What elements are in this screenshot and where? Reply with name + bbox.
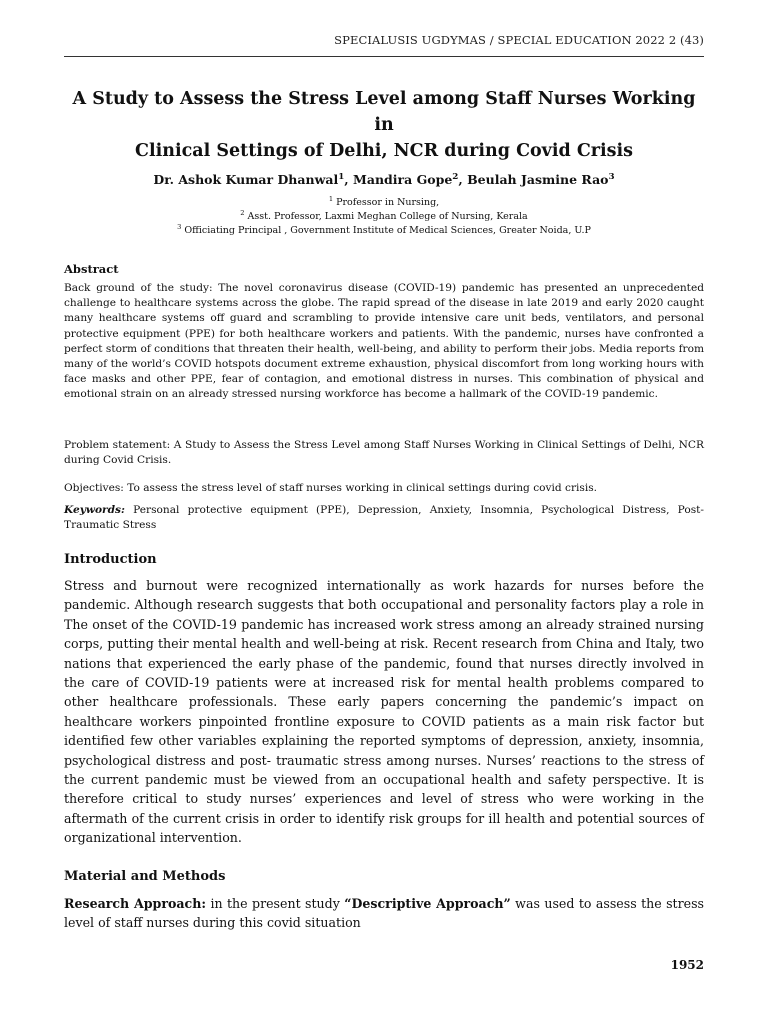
author-name: Dr. Ashok Kumar Dhanwal — [153, 172, 339, 188]
title-line-1: A Study to Assess the Stress Level among Staff Nurses Working in — [72, 89, 696, 135]
author-name: Mandira Gope — [353, 172, 453, 188]
introduction-heading: Introduction — [64, 552, 157, 567]
running-header: SPECIALUSIS UGDYMAS / SPECIAL EDUCATION 2022 2 (43) — [334, 33, 704, 47]
author-list — [64, 172, 704, 187]
title-line-2: Clinical Settings of Delhi, NCR during Covid Crisis — [135, 141, 633, 161]
research-approach-text-end: was used to assess the stress level of staff nurses during this covid situation — [64, 896, 705, 931]
abstract-objectives: Objectives: To assess the stress level of staff nurses working in clinical settings during covid crisis. — [64, 482, 598, 494]
affiliation-mark: 3 — [177, 223, 182, 231]
author-mark: 3 — [608, 172, 615, 182]
author-mark: 1 — [338, 172, 345, 182]
paper-title — [64, 86, 704, 164]
author-mark: 2 — [452, 172, 459, 182]
author-name: Beulah Jasmine Rao — [467, 172, 609, 188]
affiliation-mark: 1 — [328, 195, 334, 203]
page-number: 1952 — [670, 958, 704, 972]
abstract-problem-statement: Problem statement: A Study to Assess the Stress Level among Staff Nurses Working in Clinical Settings of Delhi, NCR during Covid Crisis. — [64, 439, 704, 467]
abstract-keywords — [64, 503, 704, 533]
abstract-background: Back ground of the study: The novel coronavirus disease (COVID-19) pandemic has presented an unprecedented challenge to healthcare systems across the globe. The rapid spread of the disease in late 2019 and early 2020 caught many healthcare systems off guard and scrambling to provide intensive care unit beds, ventilators, and personal protective equipment (PPE) for both healthcare workers and patients. With the pandemic, nurses have confronted a perfect storm of conditions that threaten their health, well-being, and ability to perform their jobs. Media reports from many of the world’s COVID hotspots document extreme exhaustion, physical discomfort from long working hours with face masks and other PPE, fear of contagion, and emotional distress in nurses. This combination of physical and emotional strain on an already stressed nursing workforce has become a hallmark of the COVID-19 pandemic. — [64, 282, 704, 401]
affiliation-text: Asst. Professor, Laxmi Meghan College of Nursing, Kerala — [247, 211, 528, 223]
research-approach-text: in the present study — [206, 896, 345, 911]
affiliation-text: Professor in Nursing, — [336, 197, 440, 209]
author-separator: , — [458, 172, 468, 188]
keywords-text: Personal protective equipment (PPE), Depression, Anxiety, Insomnia, Psychological Distress, Post-Traumatic Stress — [64, 504, 704, 532]
affiliation-mark: 2 — [240, 209, 245, 217]
methods-heading: Material and Methods — [64, 869, 226, 884]
research-approach-quoted: “Descriptive Approach” — [344, 896, 511, 911]
abstract-heading: Abstract — [64, 262, 119, 276]
introduction-paragraph: Stress and burnout were recognized internationally as work hazards for nurses before the pandemic. Although research suggests that both occupational and personality factors play a role in The onset of the COVID-19 pandemic has increased work stress among an already strained nursing corps, putting their mental health and well-being at risk. Recent research from China and Italy, two nations that experienced the early phase of the pandemic, found that nurses directly involved in the care of COVID-19 patients were at increased risk for mental health problems compared to other healthcare professionals. These early papers concerning the pandemic’s impact on healthcare workers pinpointed frontline exposure to COVID patients as a main risk factor but identified few other variables explaining the reported symptoms of depression, anxiety, insomnia, psychological distress and post- traumatic stress among nurses. Nurses’ reactions to the stress of the current pandemic must be viewed from an occupational health and safety perspective. It is therefore critical to study nurses’ experiences and level of stress who were working in the aftermath of the current crisis in order to identify risk groups for ill health and potential sources of organizational intervention. — [64, 578, 704, 846]
research-approach-label: Research Approach: — [64, 896, 207, 911]
keywords-label: Keywords: — [64, 504, 125, 516]
affiliation-3 — [64, 221, 704, 237]
author-separator: , — [344, 172, 354, 188]
affiliation-text: Officiating Principal , Government Institute of Medical Sciences, Greater Noida, U.P — [184, 225, 591, 237]
header-rule — [64, 56, 704, 57]
research-approach-paragraph — [64, 894, 704, 933]
